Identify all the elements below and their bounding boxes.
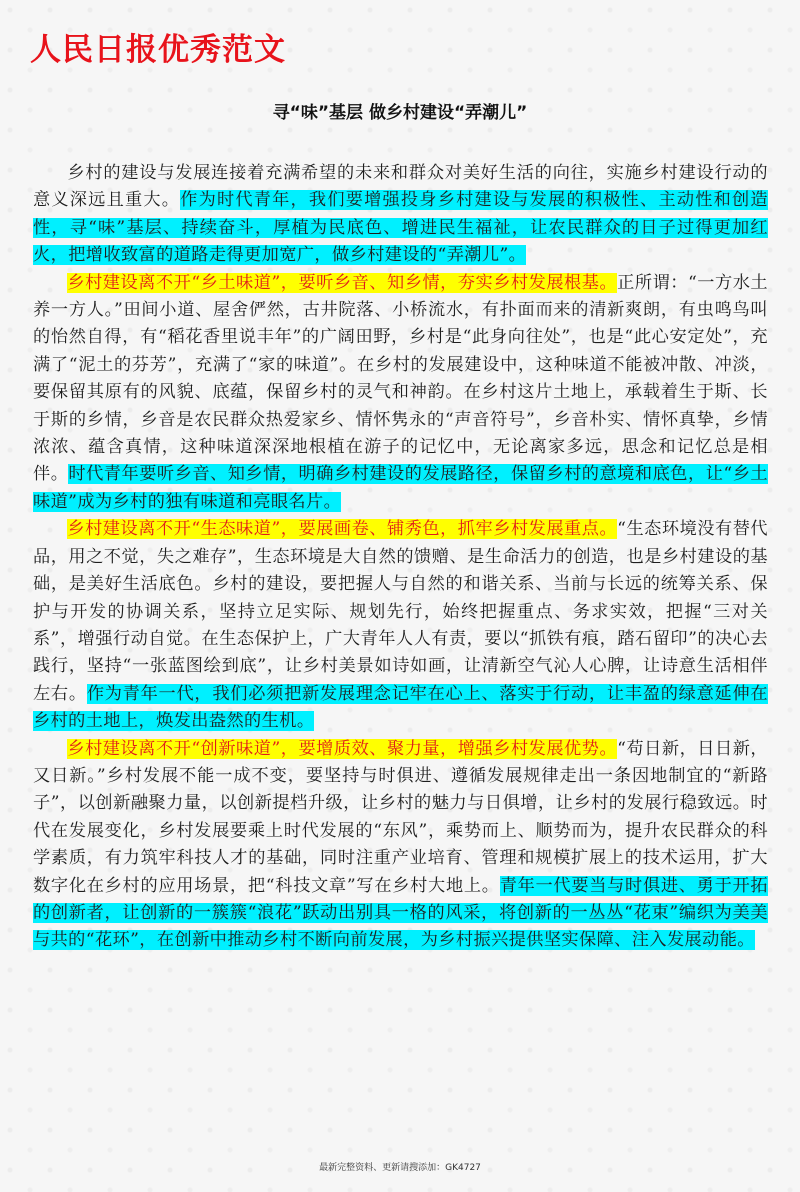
paragraph-body-text: “生态环境没有替代品，用之不觉，失之难存”，生态环境是大自然的馈赠、是生命活力的创造，也是乡村建设的基础，是美好生活底色。乡村的建设，要把握人与自然的和谐关系、当前与长远的统筹关系、保护与开发的协调关系，坚持立足实际、规划先行，始终把握重点、务求实效，把握“三对关系”，增强行动自觉。在生态保护上，广大青年人人有责，要以“抓铁有痕，踏石留印”的决心去践行，坚持“一张蓝图绘到底”，让乡村美景如诗如画，让清新空气沁人心脾，让诗意生活相伴左右。	[33, 519, 768, 704]
paragraph-ecology-flavor	[33, 516, 768, 735]
highlight-yellow-lead: 乡村建设离不开“创新味道”，要增质效、聚力量，增强乡村发展优势。	[67, 738, 618, 759]
highlight-yellow-lead: 乡村建设离不开“生态味道”，要展画卷、铺秀色，抓牢乡村发展重点。	[67, 519, 618, 540]
paragraph-body-text: “苟日新，日日新，又日新。”乡村发展不能一成不变，要坚持与时俱进、遵循发展规律走出一条因地制宜的“新路子”，以创新融聚力量，以创新提档升级，让乡村的魅力与日俱增，让乡村的发展行稳致远。时代在发展变化，乡村发展要乘上时代发展的“东风”，乘势而上、顺势而为，提升农民群众的科学素质，有力筑牢科技人才的基础，同时注重产业培育、管理和规模扩展上的技术运用，扩大数字化在乡村的应用场景，把“科技文章”写在乡村大地上。	[33, 738, 768, 896]
brand-title: 人民日报优秀范文	[30, 32, 286, 68]
footer-note: 最新完整资料、更新请搜添加：GK4727	[319, 1163, 481, 1173]
paragraph-rural-flavor	[33, 270, 768, 517]
paragraph-intro-text: 乡村的建设与发展连接着充满希望的未来和群众对美好生活的向往，实施乡村建设行动的意义深远且重大。	[33, 163, 768, 211]
paragraph-innovation-flavor	[33, 736, 768, 955]
article-title: 寻“味”基层 做乡村建设“弄潮儿”	[272, 103, 528, 123]
paragraph-intro	[33, 160, 768, 270]
article-body	[33, 160, 768, 955]
highlight-yellow-lead: 乡村建设离不开“乡土味道”，要听乡音、知乡情，夯实乡村发展根基。	[67, 272, 618, 293]
highlight-cyan: 时代青年要听乡音、知乡情，明确乡村建设的发展路径，保留乡村的意境和底色，让“乡土味道”成为乡村的独有味道和亮眼名片。	[33, 464, 768, 512]
paragraph-body-text: 正所谓：“一方水土养一方人。”田间小道、屋舍俨然，古井院落、小桥流水，有扑面而来的清新爽朗，有虫鸣鸟叫的怡然自得，有“稻花香里说丰年”的广阔田野，乡村是“此身向往处”，也是“此心安定处”，充满了“泥土的芬芳”，充满了“家的味道”。在乡村的发展建设中，这种味道不能被冲散、冲淡，要保留其原有的风貌、底蕴，保留乡村的灵气和神韵。在乡村这片土地上，承载着生于斯、长于斯的乡情，乡音是农民群众热爱家乡、情怀隽永的“声音符号”，乡音朴实、情怀真挚，乡情浓浓、蕴含真情，这种味道深深地根植在游子的记忆中，无论离家多远，思念和记忆总是相伴。	[33, 272, 768, 485]
highlight-cyan: 作为时代青年，我们要增强投身乡村建设与发展的积极性、主动性和创造性，寻“味”基层、持续奋斗，厚植为民底色、增进民生福祉，让农民群众的日子过得更加红火，把增收致富的道路走得更加宽广，做乡村建设的“弄潮儿”。	[33, 190, 769, 266]
highlight-cyan: 作为青年一代，我们必须把新发展理念记牢在心上、落实于行动，让丰盈的绿意延伸在乡村的土地上，焕发出盎然的生机。	[33, 683, 768, 732]
highlight-cyan: 青年一代要当与时俱进、勇于开拓的创新者，让创新的一簇簇“浪花”跃动出别具一格的风采，将创新的一丛丛“花束”编织为美美与共的“花环”，在创新中推动乡村不断向前发展，为乡村振兴提供坚实保障、注入发展动能。	[33, 875, 768, 951]
